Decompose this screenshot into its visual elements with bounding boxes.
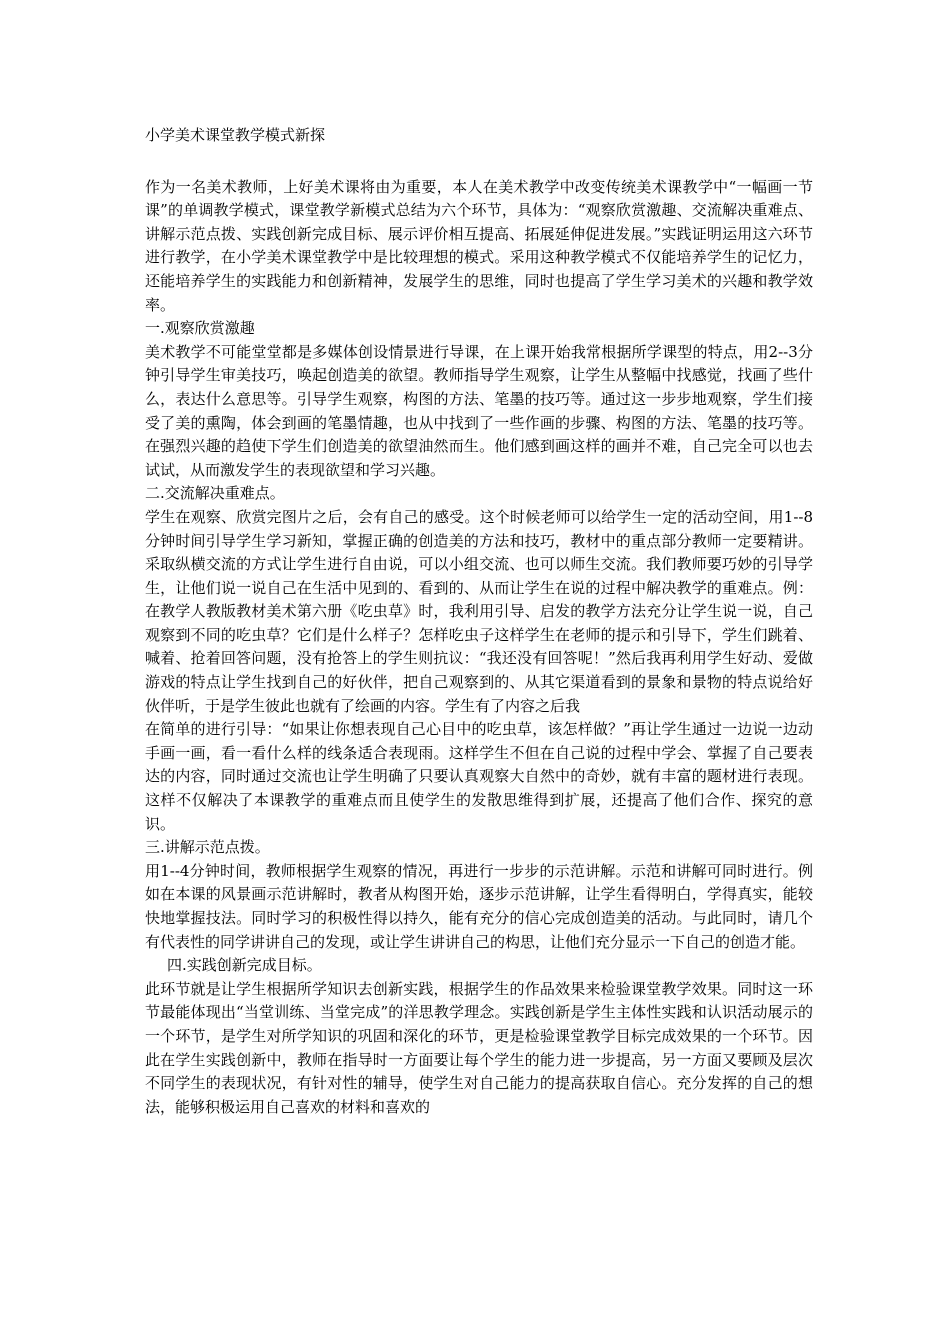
section-2-paragraph-1: 学生在观察、欣赏完图片之后，会有自己的感受。这个时候老师可以给学生一定的活动空间，用1--8分钟时间引导学生学习新知，掌握正确的创造美的方法和技巧，教材中的重点部分教师一定要精讲。采取纵横交流的方式让学生进行自由说，可以小组交流、也可以师生交流。我们教师要巧妙的引导学生，让他们说一说自己在生活中见到的、看到的、从而让学生在说的过程中解决教学的重难点。例：在教学人教版教材美术第六册《吃虫草》时，我利用引导、启发的教学方法充分让学生说一说，自己观察到不同的吃虫草？它们是什么样子？怎样吃虫子这样学生在老师的提示和引导下，学生们跳着、喊着、抢着回答问题，没有抢答上的学生则抗议：“我还没有回答呢！”然后我再利用学生好动、爱做游戏的特点让学生找到自己的好伙伴，把自己观察到的、从其它渠道看到的景象和景物的特点说给好伙伴听，于是学生彼此也就有了绘画的内容。学生有了内容之后我: [145, 507, 813, 715]
section-heading-4: 四.实践创新完成目标。: [167, 956, 322, 975]
section-heading-2: 二.交流解决重难点。: [145, 484, 285, 503]
section-4-paragraph-1: 此环节就是让学生根据所学知识去创新实践，根据学生的作品效果来检验课堂教学效果。同时这一环节最能体现出“当堂训练、当堂完成”的洋思教学理念。实践创新是学生主体性实践和认识活动展示的一个环节，是学生对所学知识的巩固和深化的环节，更是检验课堂教学目标完成效果的一个环节。因此在学生实践创新中，教师在指导时一方面要让每个学生的能力进一步提高，另一方面又要顾及层次不同学生的表现状况，有针对性的辅导，使学生对自己能力的提高获取自信心。充分发挥的自己的想法，能够积极运用自己喜欢的材料和喜欢的: [145, 979, 813, 1116]
section-2-paragraph-2: 在简单的进行引导：“如果让你想表现自己心目中的吃虫草，该怎样做？”再让学生通过一边说一边动手画一画，看一看什么样的线条适合表现雨。这样学生不但在自己说的过程中学会、掌握了自己要表达的内容，同时通过交流也让学生明确了只要认真观察大自然中的奇妙，就有丰富的题材进行表现。这样不仅解决了本课教学的重难点而且使学生的发散思维得到扩展，还提高了他们合作、探究的意识。: [145, 720, 813, 833]
intro-paragraph: 作为一名美术教师，上好美术课将由为重要，本人在美术教学中改变传统美术课教学中“一幅画一节课”的单调教学模式，课堂教学新模式总结为六个环节，具体为：“观察欣赏激趣、交流解决重难点、讲解示范点拨、实践创新完成目标、展示评价相互提高、拓展延伸促进发展。”实践证明运用这六环节进行教学，在小学美术课堂教学中是比较理想的模式。采用这种教学模式不仅能培养学生的记忆力，还能培养学生的实践能力和创新精神，发展学生的思维，同时也提高了学生学习美术的兴趣和教学效率。: [145, 177, 813, 314]
section-1-paragraph-1: 美术教学不可能堂堂都是多媒体创设情景进行导课，在上课开始我常根据所学课型的特点，用2--3分钟引导学生审美技巧，唤起创造美的欲望。教师指导学生观察，让学生从整幅中找感觉，找画了些什么，表达什么意思等。引导学生观察，构图的方法、笔墨的技巧等。通过这一步步地观察，学生们接受了美的熏陶，体会到画的笔墨情趣，也从中找到了一些作画的步骤、构图的方法、笔墨的技巧等。在强烈兴趣的趋使下学生们创造美的欲望油然而生。他们感到画这样的画并不难，自己完全可以也去试试，从而激发学生的表现欲望和学习兴趣。: [145, 342, 813, 479]
section-heading-1: 一.观察欣赏激趣: [145, 319, 255, 338]
document-page: [145, 124, 813, 1119]
section-heading-3: 三.讲解示范点拨。: [145, 838, 270, 857]
section-3-paragraph-1: 用1--4分钟时间，教师根据学生观察的情况，再进行一步步的示范讲解。示范和讲解可同时进行。例如在本课的风景画示范讲解时，教者从构图开始，逐步示范讲解，让学生看得明白，学得真实，能较快地掌握技法。同时学习的积极性得以持久，能有充分的信心完成创造美的活动。与此同时，请几个有代表性的同学讲讲自己的发现，或让学生讲讲自己的构思，让他们充分显示一下自己的创造才能。: [145, 861, 813, 951]
document-title: 小学美术课堂教学模式新探: [145, 126, 326, 144]
